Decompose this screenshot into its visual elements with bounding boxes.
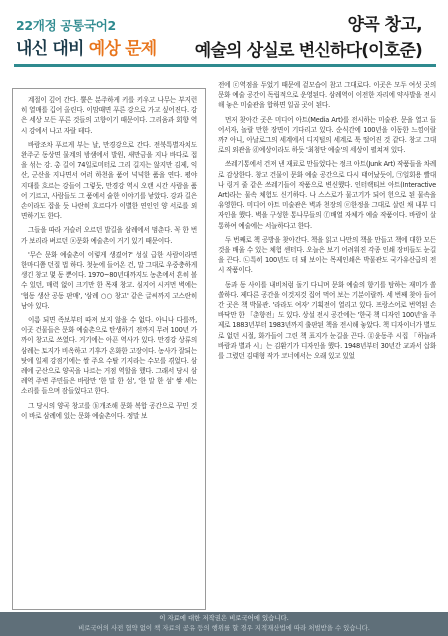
header-rule-right xyxy=(204,64,436,67)
right-column-text xyxy=(218,80,436,361)
left-paragraph: 그 당시의 양곡 창고를 ⓑ개조해 문화 복합 공간으로 꾸민 것이 바로 삼례에 있는 문화 예술촌이다. 정말 보 xyxy=(21,401,197,420)
right-paragraph: 전에 ⓒ역점을 두었기 때문에 겉모습이 참고 그대로다. 이곳은 모두 여섯 곳의 문화 예술 공간이 독립적으로 운영된다. 삼례역이 이전한 자리에 약사발을 전시해 놓은 미술관을 합하면 일곱 곳이 된다. xyxy=(218,81,436,110)
left-paragraph: 계절이 깊어 간다. 뿔은 분주하게 키를 키우고 나무는 부지런히 열매를 깁어 올린다. 이맘때면 푸른 강으로 가고 싶어진다. 강은 세상 모든 푸른 것들의 고향이기 때문이다. 그리움과 회향 역시 강에서 나고 자랄 테다. xyxy=(21,96,197,135)
right-paragraph: 동과 동 사이를 내비처럼 돌기 다니며 문화 예술의 향기를 탐하는 재미가 쏠쏠하다. 제다른 공간을 이것저것 집어 먹어 보는 기분이랄까. 세 번째 찾아 들어간 곳은 책 박물관. '라라도 여자' 기획전이 열리고 있다. 프랑스어로 번역된 손바닥만 한 「춘향전」도 있다. 상설 전시 공간에는 '한국 책 디자인 100년'을 주제로 1883년부터 1983년까지 출판된 책을 전시해 놓았다. 책 디자이너가 별도로 없던 시절, 화가들이 그린 책 표지가 눈길을 끈다. ⓖ윤동주 시집 「하늘과 바람과 별과 시」는 김환기가 디자인을 했다. 1948년부터 30년간 교과서 삽화를 그렸던 김태형 작가 코너에서는 오래 있고 있었 xyxy=(218,280,436,361)
subject-main: 내신 대비 xyxy=(16,39,84,59)
title-line-1: 양곡 창고, xyxy=(347,15,422,35)
right-paragraph: 먼저 찾아간 곳은 미디어 아트(Media Art)를 전시하는 미술관. 문을 열고 들어서자, 놀랄 만한 장면이 기다리고 있다. 순식간에 100년을 이동한 느낌이랄까? 아니, 아날로그의 세계에서 디지털의 세계로 툭 떨어진 것 같다. 창고 그대로의 외관을 ⓓ예상이라도 하듯 '최첨단 예술'의 세상이 펼쳐져 있다. xyxy=(218,115,436,155)
left-paragraph: 이름 되면 족보부터 따져 보지 않을 수 없다. 아니나 다를까, 이곳 건물들은 문화 예술촌으로 탄생하기 전까지 무려 100년 가까이 창고로 쓰였다. 거기에는 아픈 역사가 있다. 만경강 상류의 삼례는 토지가 비옥하고 기후가 온화한 고장이다. 농사가 잘되는 탓에 일제 강점기에는 쌀 주요 수탈 기지라는 수모를 겪었다. 삼례에 군산으로 양곡을 나르는 거점 역할을 했다. 그래서 당시 삼례역 주변 주민들은 바람만 '한 말 한 섬', '한 말 한 섬' 쌓 세는 소리를 들으며 잠들었다고 한다. xyxy=(21,316,197,396)
left-paragraph: '무슨 문화 예술촌이 이렇게 생겼어?' 성실 급한 사람이라면 한마디쯤 던질 법 하다. 첫눈에 들어온 건, 말 그대로 우중충하게 생긴 창고 몇 동 뿐이다. 1970~80년대까지도 농촌에서 흔히 볼 수 있던, 매력 없이 크기만 한 목재 창고. 심지어 시커먼 벽에는 '협동 생산 공동 판매', '삼례 ○○ 창고' 같은 글씨까지 고스란히 남아 있다. xyxy=(21,250,197,310)
header-rule-left xyxy=(14,64,204,67)
legal-notice: 비로국어의 사전 협약 없이 책 자료의 공유 등의 행위를 할 경우 지적재산법에 따라 처벌받을 수 있습니다. xyxy=(78,624,370,632)
title-line-2: 예술의 상실로 변신하다(이호준) xyxy=(194,41,422,61)
right-paragraph: 두 번째로 책 공방을 찾아간다. 책을 읽고 나만의 책을 만들고 책에 대한 모든 것을 배울 수 있는 체험 센터다. 오늘은 보기 어려워진 각종 인쇄 장비들도 눈길을 끈다. ㉡특히 100년도 더 돼 보이는 목제인쇄은 박물관도 국가유산급의 전시 작품이다. xyxy=(218,235,436,275)
right-paragraph: 쓰레기통에서 건져 낸 재료로 만들었다는 정크 아트(Junk Art) 작품들을 차례로 감상한다. 창고 건물이 문화 예술 공간으로 다시 태어났듯이, ㉠일회용 빨대나 링거 줄 같은 쓰레기들이 작품으로 변신했다. 인터랙티브 아트(Interactive Art)라는 물속 체험도 신기하다. 나 스스로가 물고기가 되어 헌으로 된 물속을 유영한다. 미디어 아트 미술관은 벽과 천장의 ⓔ한정을 그대로 살린 채 내부 디자인을 했다. 벽을 구성한 통나무들의 ⓕ배열 자체가 예술 작품이다. 바람이 살 통하여 예술에는 서늘하다고 한다. xyxy=(218,160,436,230)
passage-box-left xyxy=(12,88,206,610)
copyright-notice: 이 자료에 대한 저작권은 비로국어에 있습니다. xyxy=(159,614,289,622)
left-paragraph: 그들을 따라 거슬러 오르던 발길을 삼례에서 멈춘다. 꼭 한 번 가 보리라 벼르던 ⓐ문화 예술촌이 거기 있기 때문이다. xyxy=(21,226,197,245)
left-paragraph: 바람조차 푸르게 부는 날, 만경강으로 간다. 전북특별자치도 완주군 동상면 물계의 밤샘에서 발원, 새만금을 지나 바다로 접을 섞는 강. 총 길이 74일로미터로 그리 길지는 않지만 김제, 익산, 군산을 지나면서 여러 하천을 품어 넉넉한 품을 연다. 평야 지대를 흐르는 강들이 그렇듯, 만경강 역시 오랜 시간 사람을 품어 기르고, 사람들도 그 품에서 숱한 이야기를 낳았다. 강과 길은 손이라도 잡을 듯 나란히 흐르다가 이별한 연인인 양 서로를 외면하기도 한다. xyxy=(21,140,197,221)
subject-title xyxy=(16,34,156,59)
series-label: 22개정 공통국어2 xyxy=(16,18,116,33)
passage-right-column xyxy=(218,80,436,608)
subject-accent: 예상 문제 xyxy=(88,39,157,59)
page-header xyxy=(0,0,448,80)
left-column-text xyxy=(21,95,197,421)
